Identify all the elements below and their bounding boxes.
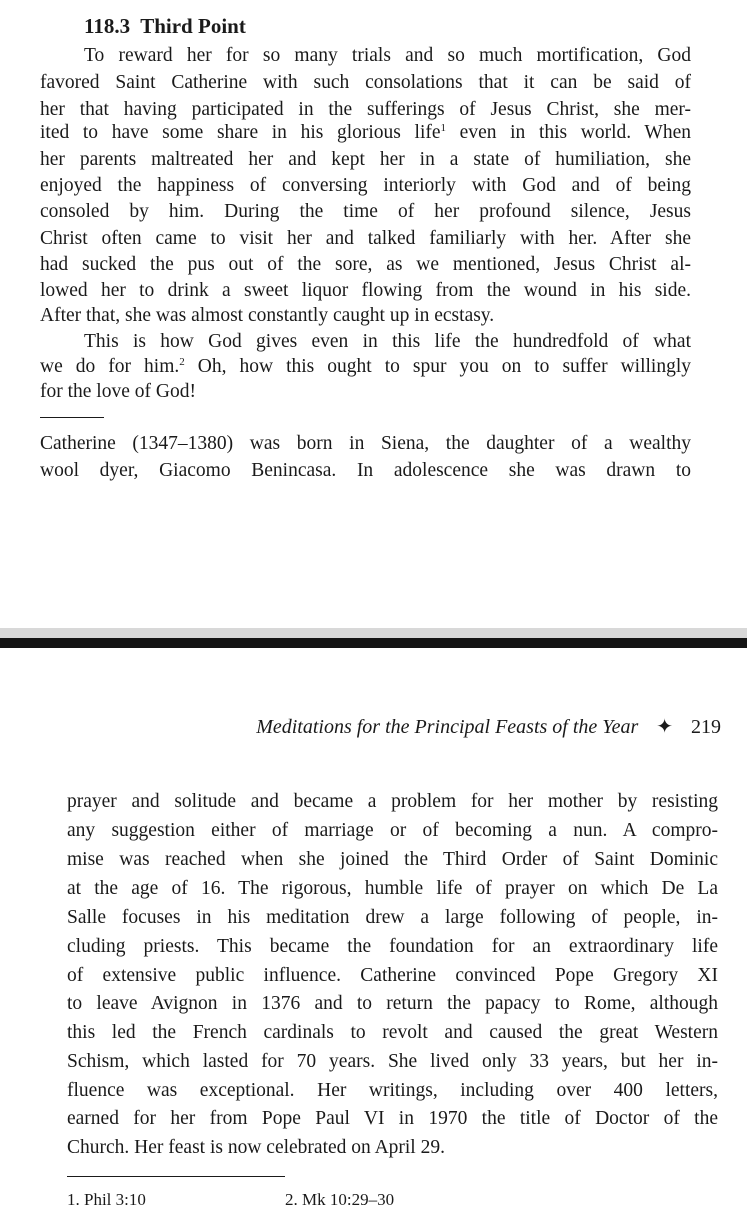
text-line: her parents maltreated her and kept her in a state of humiliation, she xyxy=(40,149,691,170)
text-line: enjoyed the happiness of conversing interiorly with God and of being xyxy=(40,175,691,196)
note-divider xyxy=(40,417,104,418)
running-head xyxy=(256,713,721,741)
ornament-icon: ✦ xyxy=(656,716,673,738)
text-segment: even in this world. When xyxy=(446,122,691,143)
text-line: her that having participated in the sufferings of Jesus Christ, she mer- xyxy=(40,99,691,120)
note-line: Catherine (1347–1380) was born in Siena, the daughter of a wealthy xyxy=(40,433,691,454)
note-line: prayer and solitude and became a problem for her mother by resisting xyxy=(67,791,718,812)
text-segment: ited to have some share in his glorious life xyxy=(40,122,441,143)
footnote-divider xyxy=(67,1176,285,1177)
text-line: To reward her for so many trials and so much mortification, God xyxy=(84,45,691,66)
bottom-page xyxy=(0,648,747,1209)
text-segment: we do for him. xyxy=(40,356,180,377)
page-number: 219 xyxy=(691,716,721,738)
note-line: cluding priests. This became the foundation for an extraordinary life xyxy=(67,936,718,957)
text-line: Christ often came to visit her and talked familiarly with her. After she xyxy=(40,228,691,249)
section-heading xyxy=(84,12,246,40)
section-title: Third Point xyxy=(140,14,246,38)
note-line: at the age of 16. The rigorous, humble life of prayer on which De La xyxy=(67,878,718,899)
text-line xyxy=(40,119,691,146)
page-gap-shade xyxy=(0,628,747,638)
text-line xyxy=(40,353,691,380)
text-line: had sucked the pus out of the sore, as we mentioned, Jesus Christ al- xyxy=(40,254,691,275)
note-line: Salle focuses in his meditation drew a large following of people, in- xyxy=(67,907,718,928)
note-line: wool dyer, Giacomo Benincasa. In adolescence she was drawn to xyxy=(40,460,691,481)
footnote-ref: 1 xyxy=(440,122,447,134)
text-segment: Oh, how this ought to spur you on to suffer willingly xyxy=(184,356,691,377)
text-line: for the love of God! xyxy=(40,381,196,402)
note-line: to leave Avignon in 1376 and to return the papacy to Rome, although xyxy=(67,993,718,1014)
footnote-1: 1. Phil 3:10 xyxy=(67,1190,146,1209)
text-line: favored Saint Catherine with such consolations that it can be said of xyxy=(40,72,691,93)
text-line: After that, she was almost constantly caught up in ecstasy. xyxy=(40,305,495,326)
note-line: Church. Her feast is now celebrated on April 29. xyxy=(67,1137,445,1158)
note-line: mise was reached when she joined the Third Order of Saint Dominic xyxy=(67,849,718,870)
text-line: consoled by him. During the time of her profound silence, Jesus xyxy=(40,201,691,222)
footnote-2: 2. Mk 10:29–30 xyxy=(285,1190,395,1209)
running-head-title: Meditations for the Principal Feasts of the Year xyxy=(256,716,639,738)
note-line: Schism, which lasted for 70 years. She lived only 33 years, but her in- xyxy=(67,1051,718,1072)
section-number: 118.3 xyxy=(84,14,131,38)
text-line: This is how God gives even in this life the hundredfold of what xyxy=(84,331,691,352)
text-line: lowed her to drink a sweet liquor flowing from the wound in his side. xyxy=(40,280,691,301)
footnote-ref: 2 xyxy=(179,356,185,368)
note-line: fluence was exceptional. Her writings, including over 400 letters, xyxy=(67,1080,718,1101)
note-line: earned for her from Pope Paul VI in 1970 the title of Doctor of the xyxy=(67,1108,718,1129)
note-line: this led the French cardinals to revolt and caused the great Western xyxy=(67,1022,718,1043)
note-line: any suggestion either of marriage or of becoming a nun. A compro- xyxy=(67,820,718,841)
note-line: of extensive public influence. Catherine convinced Pope Gregory XI xyxy=(67,965,718,986)
page-gap-dark xyxy=(0,638,747,648)
